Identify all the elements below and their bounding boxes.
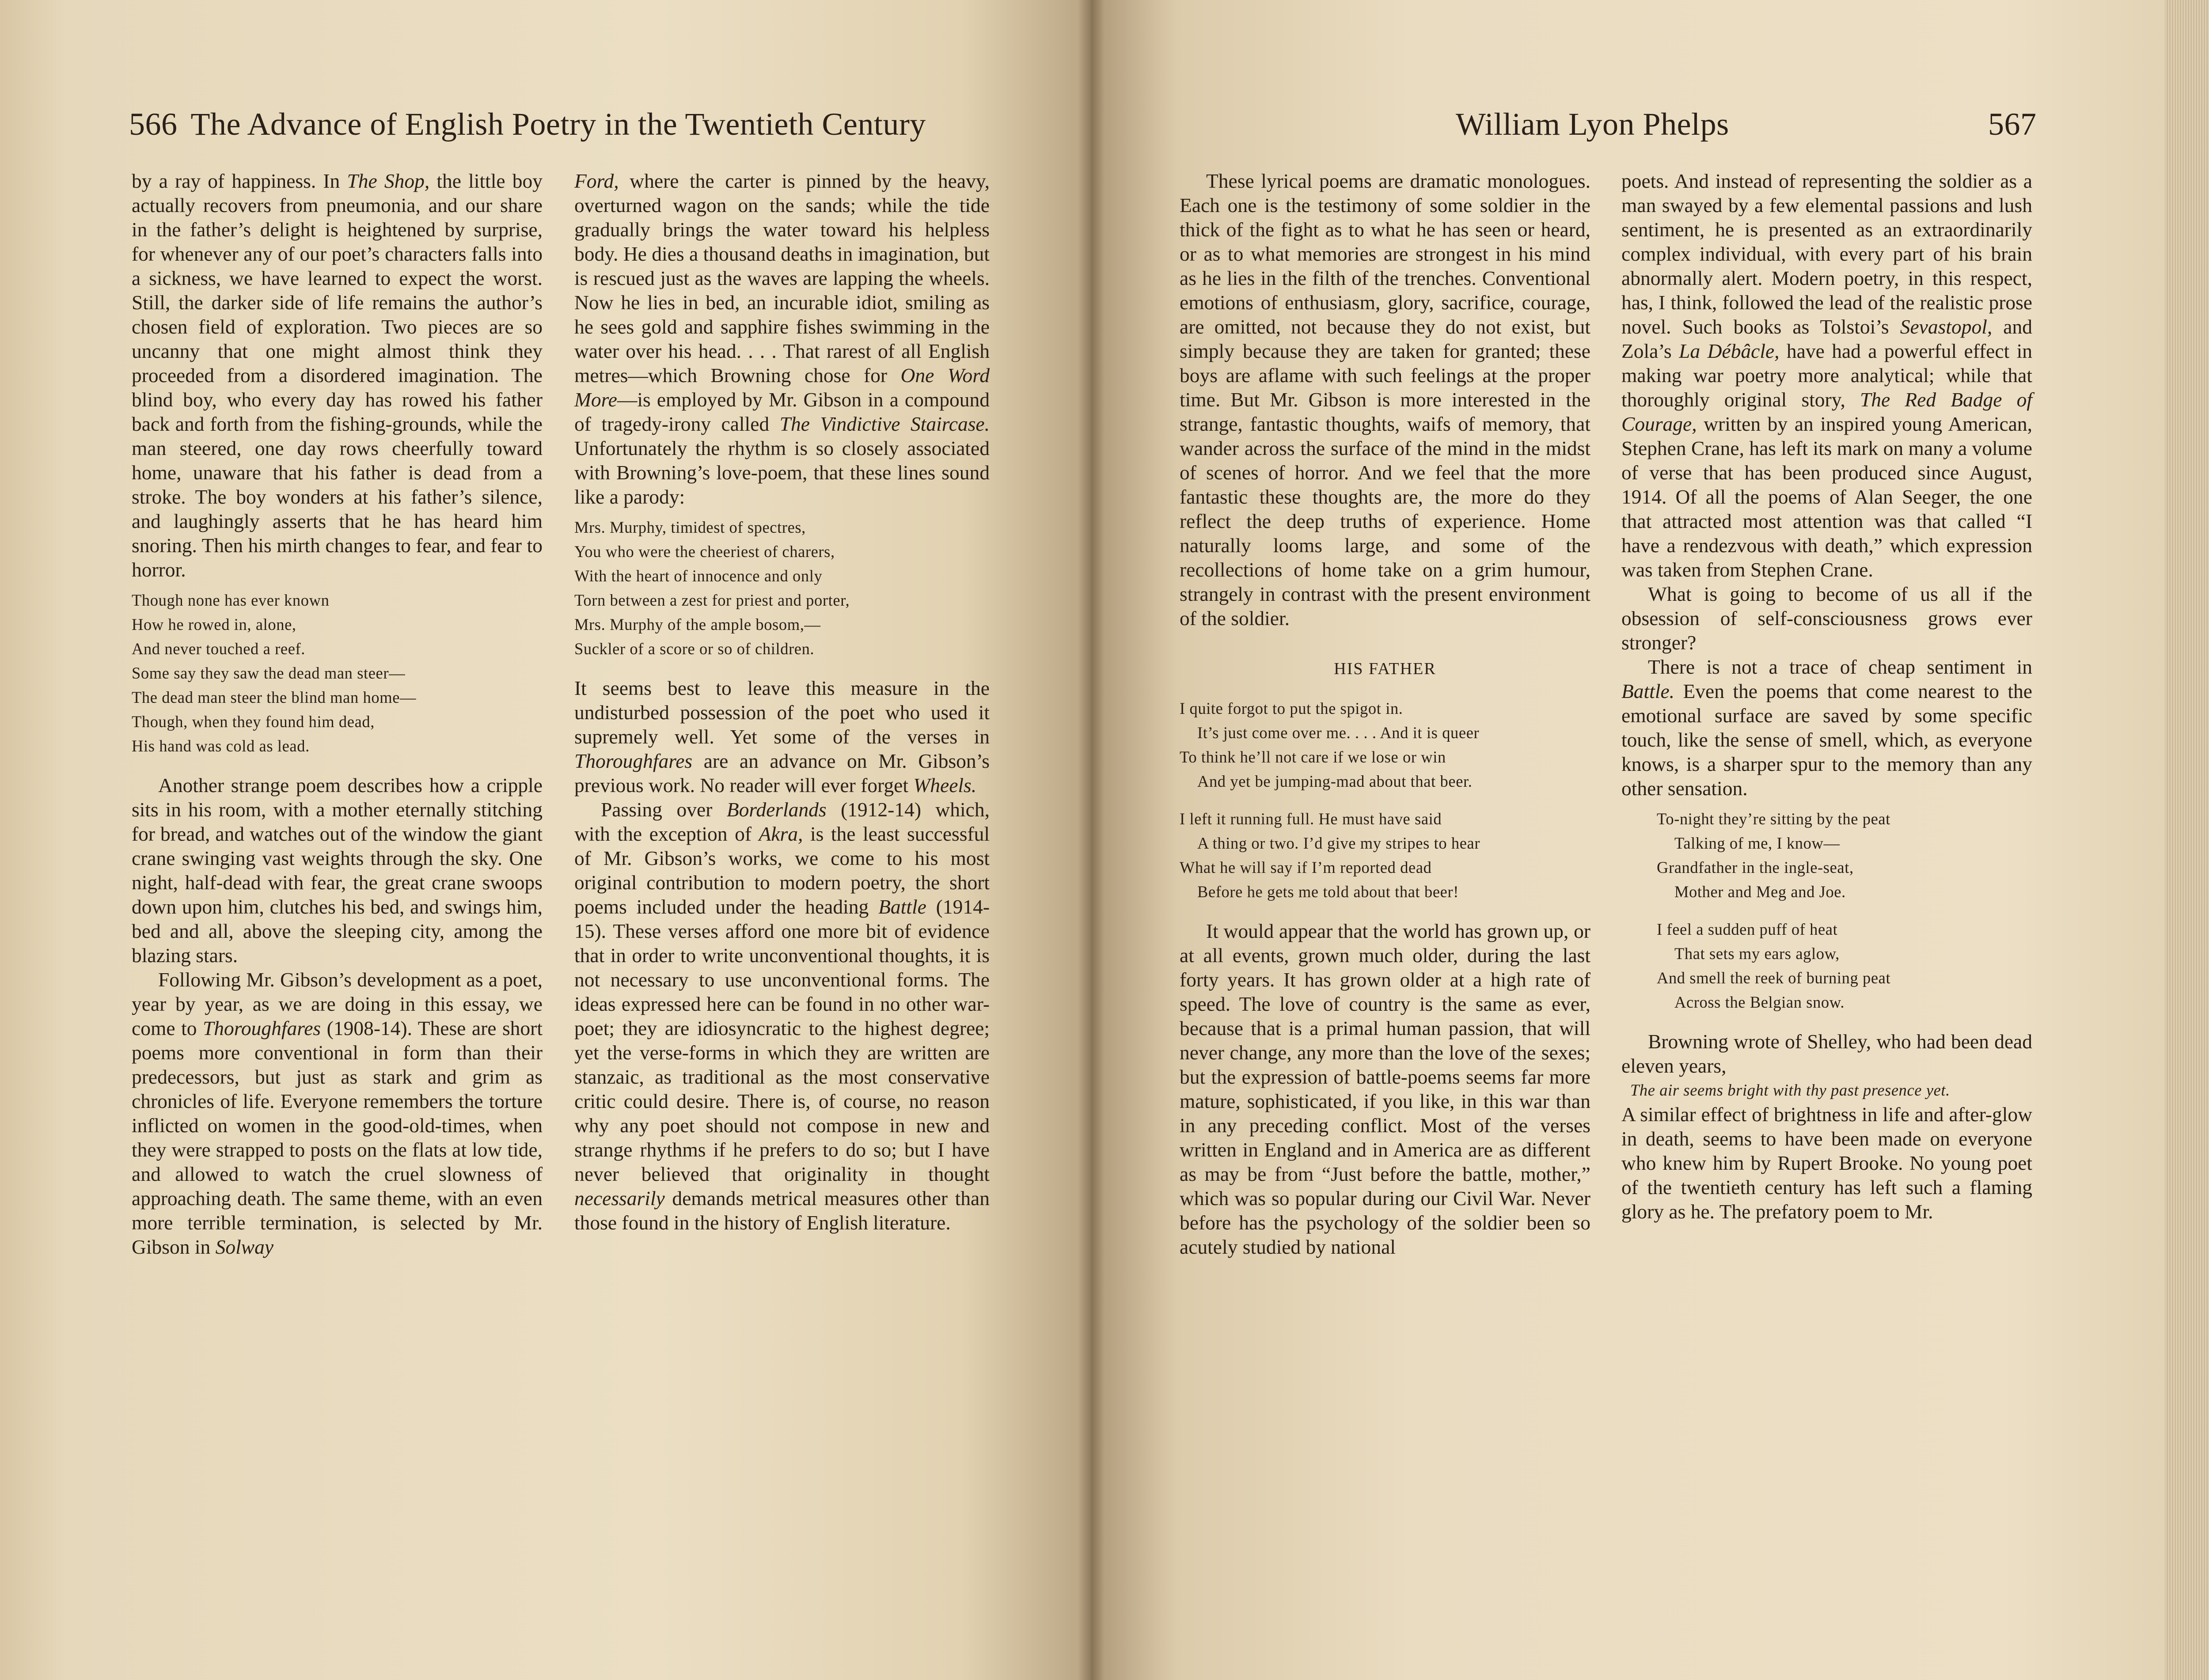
- paragraph: It seems best to leave this measure in the undisturbed possession of the poet who used it supremely well. Yet some of the verses in Thoroughfares are an advance on Mr. Gibson’s previous work. No reader will ever forget Wheels.: [574, 677, 990, 796]
- paragraph: These lyrical poems are dramatic monologues. Each one is the testimony of some soldier in the thick of the fight as to what he has seen or heard, or as to what memories are strongest in his mind as he lies in the filth of the trenches. Conventional emotions of enthusiasm, glory, sacrifice, courage, are omitted, not because they do not exist, but simply because they are taken for granted; these boys are aflame with such feelings at the proper time. But Mr. Gibson is more interested in the strange, fantastic thoughts, waifs of memory, that wander across the surface of the mind in the midst of scenes of horror. And we feel that the more fantastic these thoughts are, the more do they reflect the deep truths of experience. Home naturally looms large, and some of the recollections of home take on a grim humour, strangely in contrast with the present environment of the soldier.: [1180, 170, 1590, 630]
- right-column-2: [1621, 169, 2032, 1224]
- paragraph: There is not a trace of cheap sentiment in Battle. Even the poems that come nearest to the emotional surface are saved by some specific touch, like the sense of smell, which, as everyone knows, is a sharper spur to the memory than any other sensation.: [1621, 656, 2032, 800]
- left-running-title: The Advance of English Poetry in the Twentieth Century: [190, 106, 926, 142]
- paragraph: poets. And instead of representing the soldier as a man swayed by a few elemental passions and lush sentiment, he is presented as an extraordinarily complex individual, with every part of his brain abnormally alert. Modern poetry, in this respect, has, I think, followed the lead of the realistic prose novel. Such books as Tolstoi’s Sevastopol, and Zola’s La Débâcle, have had a powerful effect in making war poetry more analytical; while that thoroughly original story, The Red Badge of Courage, written by an inspired young American, Stephen Crane, has left its mark on many a volume of verse that has been produced since August, 1914. Of all the poems of Alan Seeger, the one that attracted most attention was that called “I have a rendezvous with death,” which expression was taken from Stephen Crane.: [1621, 170, 2033, 581]
- right-page-number: 567: [1988, 106, 2037, 142]
- shelley-quote: The air seems bright with thy past presence yet.: [1630, 1081, 1950, 1099]
- verse-blind-boy: Though none has ever known How he rowed in, alone, And never touched a reef. Some say they saw the dead man steer— The dead man steer the blind man home— Though, when they found him dead, His hand was cold as lead.: [132, 591, 417, 755]
- left-column-1: [132, 169, 543, 1259]
- page-edges: [2165, 0, 2209, 1680]
- verse-peat: To-night they’re sitting by the peat Talking of me, I know— Grandfather in the ingle-seat, Mother and Meg and Joe. I feel a sudden puff of heat That sets my ears aglow, And smell the reek of burning peat Across the Belgian snow.: [1657, 810, 1891, 1011]
- paragraph: Another strange poem describes how a cripple sits in his room, with a mother eternally stitching for bread, and watches out of the window the giant crane swinging vast weights through the sky. One night, half-dead with fear, the great crane swoops down upon him, clutches his bed, and swings him, bed and all, above the sleeping city, among the blazing stars.: [132, 774, 543, 967]
- paragraph: Following Mr. Gibson’s development as a poet, year by year, as we are doing in this essay, we come to Thoroughfares (1908-14). These are short poems more conventional in form than their predecessors, but just as stark and grim as chronicles of life. Everyone remembers the torture inflicted on women in the good-old-times, when they were strapped to posts on the flats at low tide, and allowed to watch the cruel slowness of approaching death. The same theme, with an even more terrible termination, is selected by Mr. Gibson in Solway: [132, 968, 543, 1258]
- left-running-head: [129, 106, 926, 143]
- book-gutter: [1078, 0, 1104, 1680]
- right-page: [1091, 0, 2165, 1680]
- verse-his-father: I quite forgot to put the spigot in. It’s just come over me. . . . And it is queer To think he’ll not care if we lose or win And yet be jumping-mad about that beer. I left it running full. He must have said A thing or two. I’d give my stripes to hear What he will say if I’m reported dead Before he gets me told about that beer!: [1180, 699, 1480, 901]
- paragraph: Passing over Borderlands (1912-14) which, with the exception of Akra, is the least successful of Mr. Gibson’s works, we come to his most original contribution to modern poetry, the short poems included under the heading Battle (1914-15). These verses afford one more bit of evidence that in order to write unconventional thoughts, it is not necessary to use unconventional forms. The ideas expressed here can be found in no other war-poet; they are idiosyncratic to the highest degree; yet the verse-forms in which they are written are stanzaic, as traditional as the most conservative critic could desire. There is, of course, no reason why any poet should not compose in new and strange rhythms if he prefers to do so; but I have never believed that originality in thought necessarily demands metrical measures other than those found in the history of English literature.: [574, 798, 990, 1234]
- paragraph: Ford, where the carter is pinned by the heavy, overturned wagon on the sands; while the tide gradually brings the water toward his helpless body. He dies a thousand deaths in imagination, but is rescued just as the waves are lapping the wheels. Now he lies in bed, an incurable idiot, smiling as he sees gold and sapphire fishes swimming in the water over his head. . . . That rarest of all English metres—which Browning chose for One Word More—is employed by Mr. Gibson in a compound of tragedy-irony called The Vindictive Staircase. Unfortunately the rhythm is so closely associated with Browning’s love-poem, that these lines sound like a parody:: [574, 170, 990, 508]
- paragraph: What is going to become of us all if the obsession of self-consciousness grows ever stronger?: [1621, 583, 2032, 654]
- left-page: [0, 0, 1091, 1680]
- paragraph: by a ray of happiness. In The Shop, the little boy actually recovers from pneumonia, and our share in the father’s delight is heightened by surprise, for whenever any of our poet’s characters falls into a sickness, we have learned to expect the worst. Still, the darker side of life remains the author’s chosen field of exploration. Two pieces are so uncanny that one might almost think they proceeded from a disordered imagination. The blind boy, who every day has rowed his father back and forth from the fishing-grounds, while the man steered, one day rows cheerfully toward home, unaware that his father is dead from a stroke. The boy wonders at his father’s silence, and laughingly asserts that he has heard him snoring. Then his mirth changes to fear, and fear to horror.: [132, 170, 543, 581]
- right-column-1: [1180, 169, 1590, 1259]
- paragraph: It would appear that the world has grown up, or at all events, grown much older, during the last forty years. It has grown older at a high rate of speed. The love of country is the same as ever, because that is a primal human passion, that will never change, any more than the love of the sexes; but the expression of battle-poems seems far more mature, sophisticated, if you like, in this war than in any preceding conflict. Most of the verses written in England and in America are as different as may be from “Just before the battle, mother,” which was so popular during our Civil War. Never before has the psychology of the soldier been so acutely studied by national: [1180, 920, 1590, 1258]
- poem-title: HIS FATHER: [1334, 660, 1436, 678]
- left-page-number: 566: [129, 106, 178, 142]
- right-running-title: William Lyon Phelps: [1456, 106, 1729, 142]
- left-column-2: [574, 169, 990, 1235]
- paragraph: A similar effect of brightness in life and after-glow in death, seems to have been made on everyone who knew him by Rupert Brooke. No young poet of the twentieth century has left such a flaming glory as he. The prefatory poem to Mr.: [1621, 1103, 2032, 1223]
- verse-mrs-murphy: Mrs. Murphy, timidest of spectres, You who were the cheeriest of charers, With the heart of innocence and only Torn between a zest for priest and porter, Mrs. Murphy of the ample bosom,— Suckler of a score or so of children.: [574, 518, 850, 658]
- paragraph: Browning wrote of Shelley, who had been dead eleven years,: [1621, 1030, 2032, 1077]
